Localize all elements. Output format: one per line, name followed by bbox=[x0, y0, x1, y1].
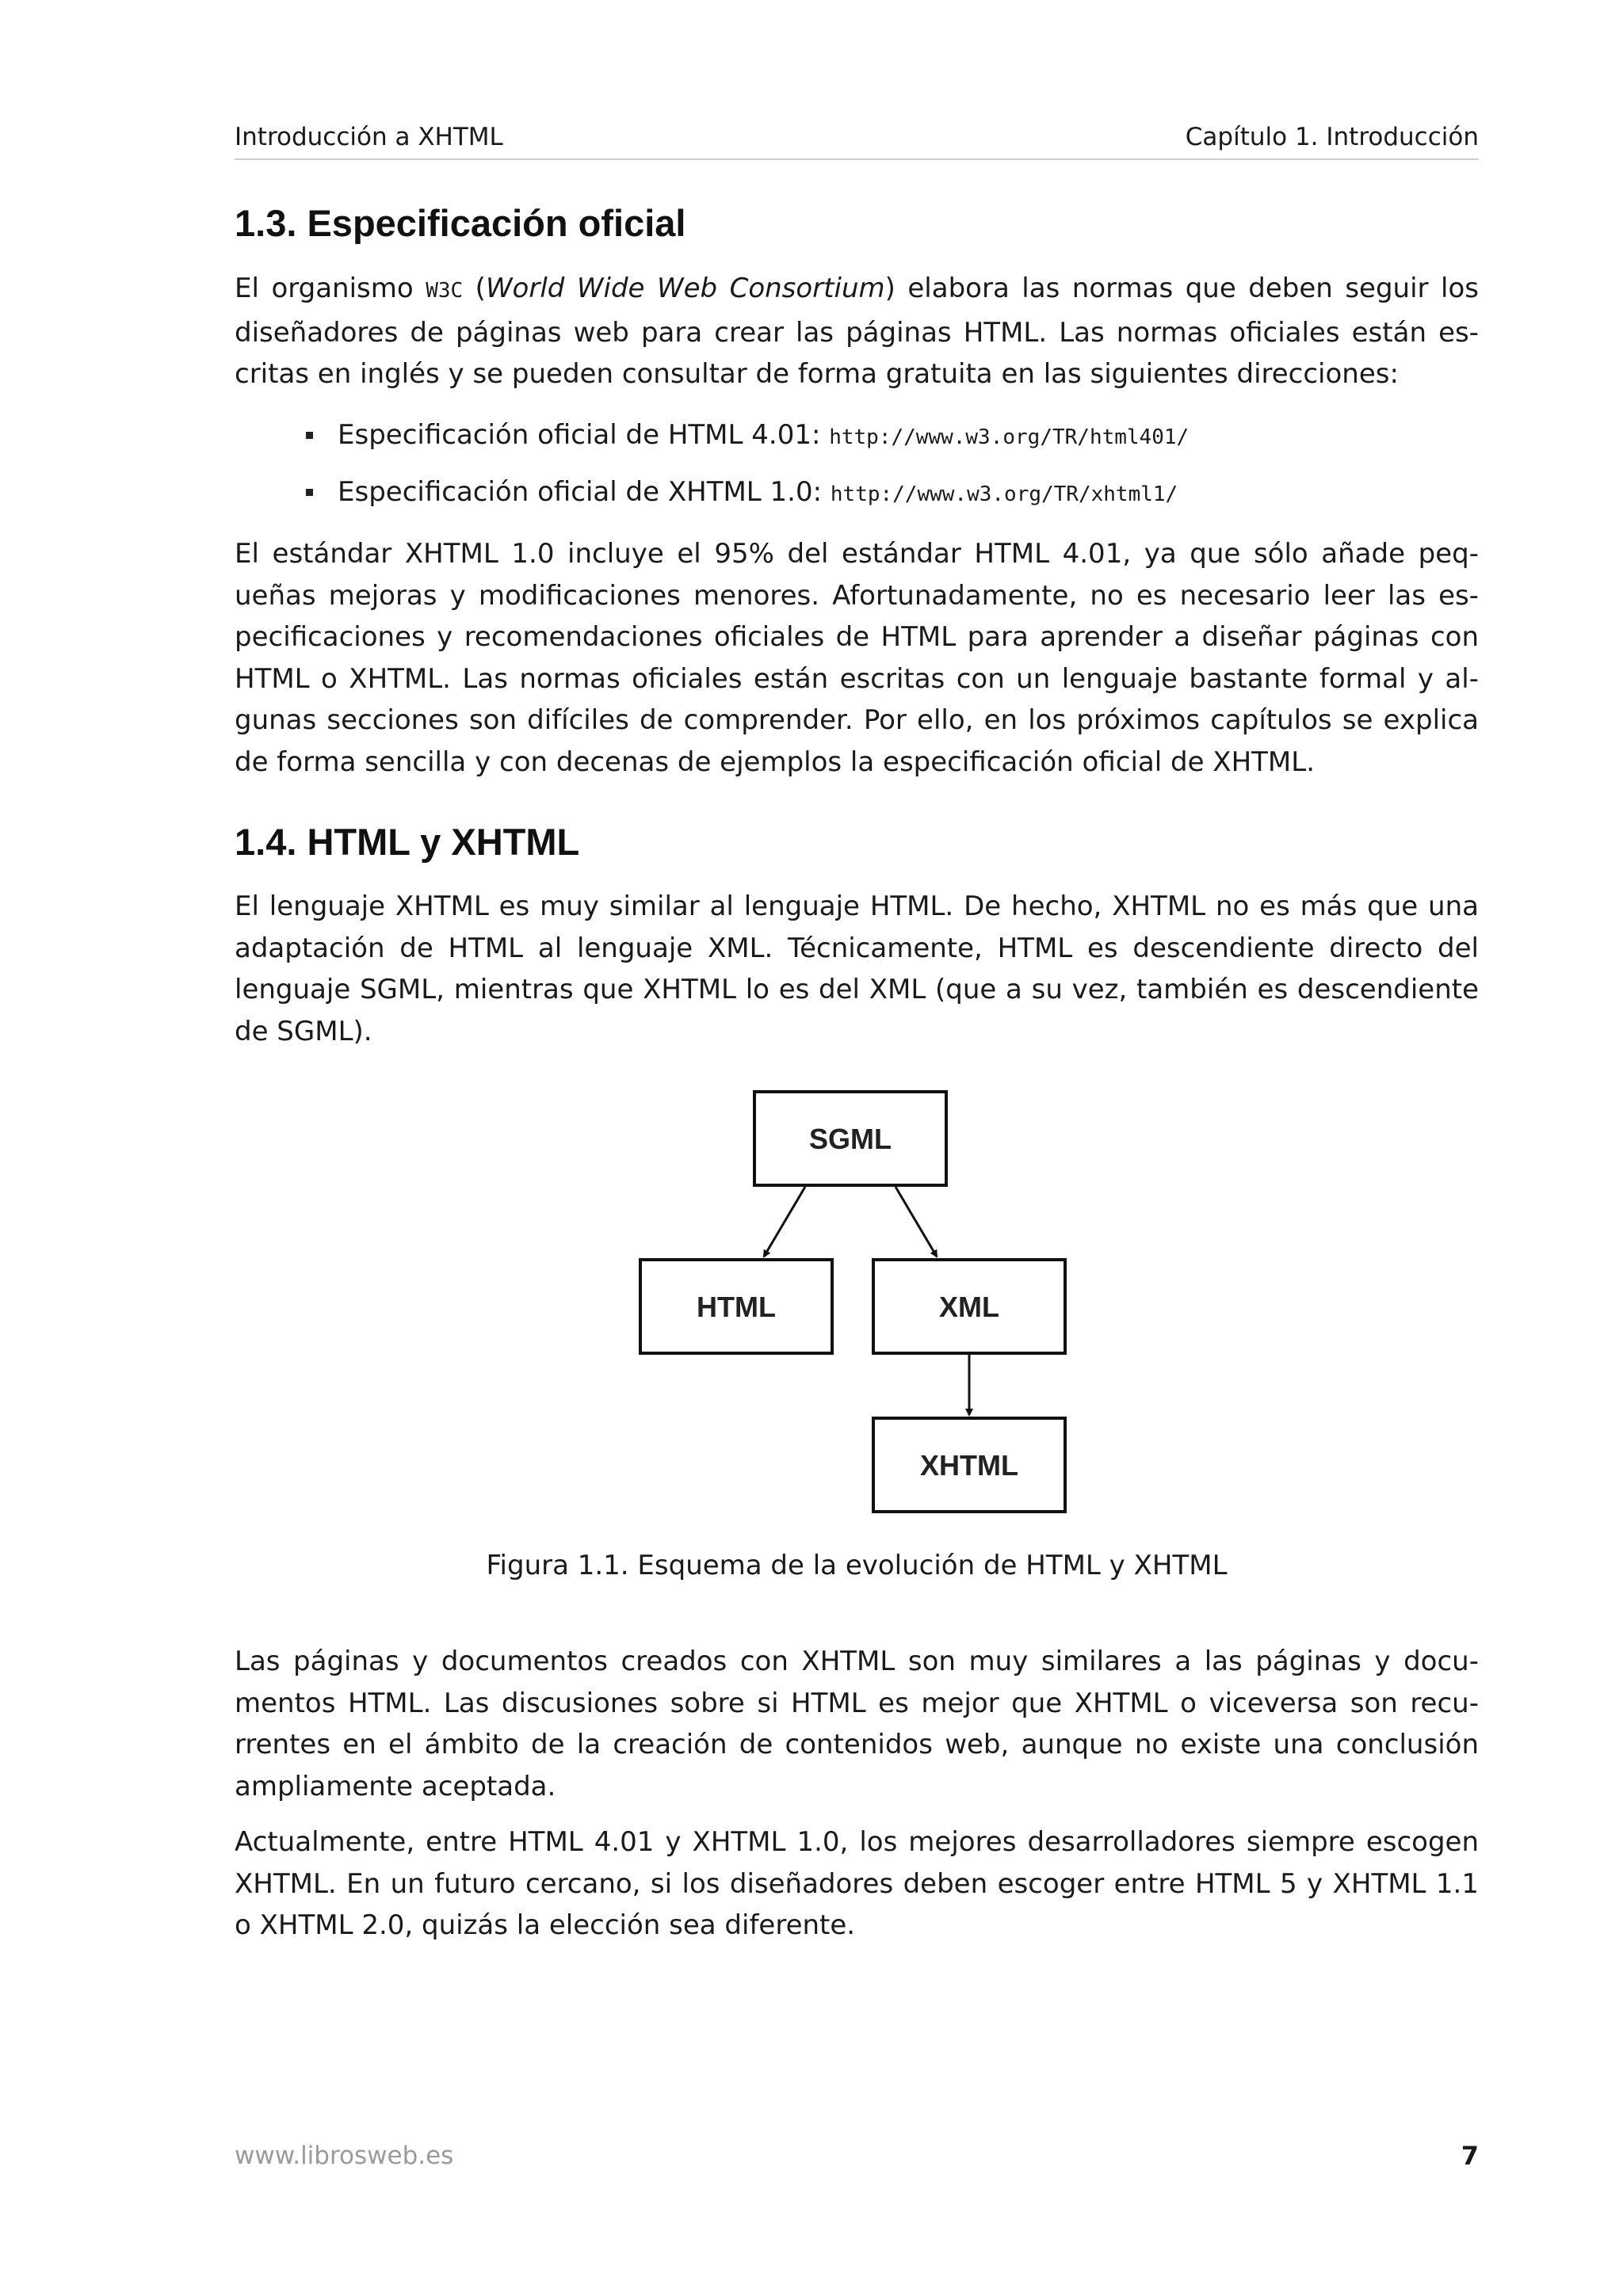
w3c-full-name: World Wide Web Consortium bbox=[485, 273, 885, 304]
section-heading-1-3: 1.3. Especificación oficial bbox=[235, 202, 686, 244]
list-item: Especificación oficial de XHTML 1.0: http://www.w3.org/TR/xhtml1/ bbox=[306, 471, 1189, 528]
section-heading-1-4: 1.4. HTML y XHTML bbox=[235, 821, 580, 863]
node-html bbox=[640, 1260, 832, 1353]
node-label-html: HTML bbox=[697, 1291, 776, 1323]
footer-site-link[interactable]: www.librosweb.es bbox=[235, 2142, 454, 2170]
paragraph-current: Actualmente, entre HTML 4.01 y XHTML 1.0, los mejores desarrolladores siempre escogen XHTML. En un futuro cercano, si los diseñadores deben escoger entre HTML 5 y XHTML 1.1 o XHTML 2.0, quizás la elección sea diferente. bbox=[235, 1826, 1479, 1941]
spec-url-html401[interactable]: http://www.w3.org/TR/html401/ bbox=[829, 425, 1190, 449]
node-label-sgml: SGML bbox=[809, 1123, 892, 1155]
figure-caption: Figura 1.1. Esquema de la evolución de HTML y XHTML bbox=[486, 1550, 1228, 1581]
page-number: 7 bbox=[1461, 2141, 1479, 2171]
node-xml bbox=[873, 1260, 1065, 1353]
paragraph-xhtml-standard: El estándar XHTML 1.0 incluye el 95% del estándar HTML 4.01, ya que sólo añade pequeñas mejoras y modificaciones menores. Afortunadamente, no es necesario leer las especificaciones y recomendaciones oficiales de HTML para aprender a diseñar páginas con HTML o XHTML. Las normas oficiales están escritas con un lenguaje bastante formal y algunas secciones son difíciles de comprender. Por ello, en los próximos capítulos se explica de forma sencilla y con decenas de ejemplos la especificación oficial de XHTML. bbox=[235, 538, 1479, 778]
paragraph-documents: Las páginas y documentos creados con XHTML son muy similares a las páginas y documentos HTML. Las discusiones sobre si HTML es mejor que XHTML o viceversa son recurrentes en el ámbito de la creación de contenidos web, aunque no existe una conclusión ampliamente aceptada. bbox=[235, 1646, 1479, 1802]
paragraph-html-xhtml: El lenguaje XHTML es muy similar al lenguaje HTML. De hecho, XHTML no es más que una adaptación de HTML al lenguaje XML. Técnicamente, HTML es descendiente directo del lenguaje SGML, mientras que XHTML lo es del XML (que a su vez, también es descendiente de SGML). bbox=[235, 891, 1479, 1047]
node-label-xml: XML bbox=[939, 1291, 999, 1323]
arrow-sgml-to-xml bbox=[896, 1187, 937, 1257]
w3c-code: W3C bbox=[426, 279, 464, 303]
header-book-title: Introducción a XHTML bbox=[235, 123, 503, 151]
evolution-diagram bbox=[631, 1084, 1090, 1527]
spec-url-xhtml1[interactable]: http://www.w3.org/TR/xhtml1/ bbox=[830, 482, 1178, 506]
bullet-square-icon bbox=[306, 432, 313, 439]
node-sgml bbox=[754, 1092, 946, 1185]
arrow-sgml-to-html bbox=[764, 1187, 805, 1257]
header-chapter-title: Capítulo 1. Introducción bbox=[1185, 123, 1479, 151]
bullet-square-icon bbox=[306, 489, 313, 496]
node-xhtml bbox=[873, 1418, 1065, 1512]
paragraph-w3c: El organismo W3C (World Wide Web Consortium) elabora las normas que deben seguir los diseñadores de páginas web para crear las páginas HTML. Las normas oficiales están escritas en inglés y se pueden consultar de forma gratuita en las siguientes direcciones: bbox=[235, 273, 1479, 390]
list-item: Especificación oficial de HTML 4.01: http://www.w3.org/TR/html401/ bbox=[306, 414, 1189, 471]
document-page bbox=[235, 0, 1479, 2296]
running-header bbox=[235, 119, 1479, 160]
node-label-xhtml: XHTML bbox=[920, 1449, 1018, 1482]
spec-link-list bbox=[306, 414, 1189, 528]
